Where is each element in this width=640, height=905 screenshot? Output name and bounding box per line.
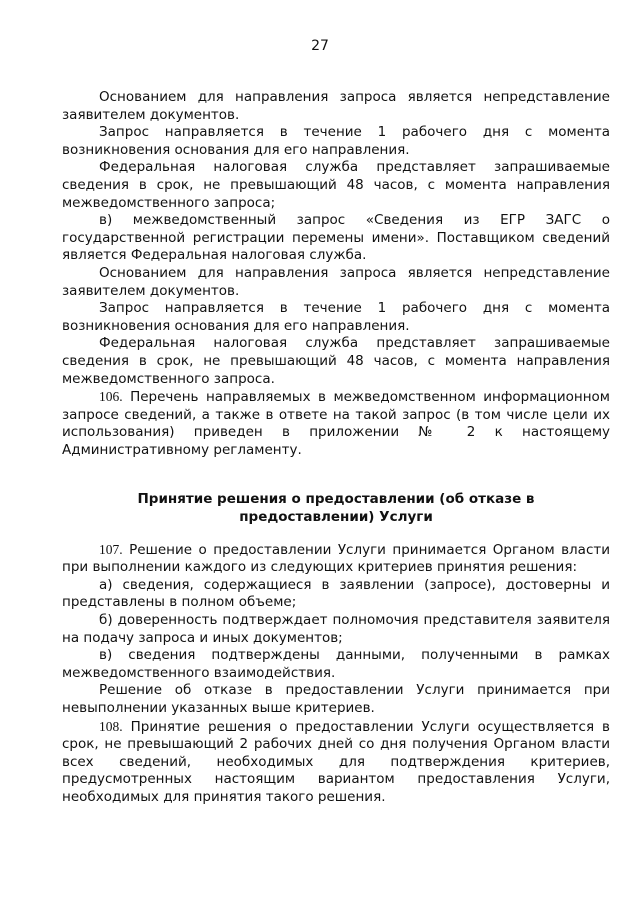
paragraph: а) сведения, содержащиеся в заявлении (запросе), достоверны и представлены в полном объеме; [62, 576, 610, 611]
numbered-paragraph: 108. Принятие решения о предоставлении Услуги осуществляется в срок, не превышающий 2 рабочих дней со дня получения Органом власти всех сведений, необходимых для подтверждения критериев, предусмотренных настоящим вариантом предоставления Услуги, необходимых для принятия такого решения. [62, 718, 610, 805]
page-number: 27 [311, 38, 329, 54]
paragraph-number: 108. [99, 718, 123, 734]
paragraph: Федеральная налоговая служба представляет запрашиваемые сведения в срок, не превышающий 48 часов, с момента направления межведомственного запроса; [62, 159, 610, 211]
section-interagency-requests [62, 89, 610, 459]
section-heading: Принятие решения о предоставлении (об отказе в предоставлении) Услуги [137, 491, 535, 526]
paragraph: Запрос направляется в течение 1 рабочего дня с момента возникновения основания для его направления. [62, 300, 610, 334]
paragraph: Основанием для направления запроса является непредставление заявителем документов. [62, 89, 610, 123]
paragraph-number: 107. [99, 541, 123, 557]
numbered-paragraph: 106. Перечень направляемых в межведомственном информационном запросе сведений, а также в ответе на такой запрос (в том числе цели их использования) приведен в приложении № 2 к настоящему Административному регламенту. [62, 389, 610, 458]
numbered-paragraph: 107. Решение о предоставлении Услуги принимается Органом власти при выполнении каждого из следующих критериев принятия решения: [62, 541, 610, 576]
paragraph: Федеральная налоговая служба представляет запрашиваемые сведения в срок, не превышающий 48 часов, с момента направления межведомственного запроса. [62, 335, 610, 387]
section-decision [62, 541, 610, 807]
paragraph: б) доверенность подтверждает полномочия представителя заявителя на подачу запроса и иных документов; [62, 612, 610, 646]
paragraph: в) межведомственный запрос «Сведения из ЕГР ЗАГС о государственной регистрации перемены имени». Поставщиком сведений является Федеральная налоговая служба. [62, 212, 610, 264]
paragraph: Решение об отказе в предоставлении Услуги принимается при невыполнении указанных выше критериев. [62, 682, 610, 716]
paragraph: в) сведения подтверждены данными, полученными в рамках межведомственного взаимодействия. [62, 647, 610, 681]
paragraph-number: 106. [99, 389, 123, 405]
paragraph: Основанием для направления запроса является непредставление заявителем документов. [62, 264, 610, 299]
paragraph: Запрос направляется в течение 1 рабочего дня с момента возникновения основания для его направления. [62, 124, 610, 158]
document-body [62, 89, 610, 807]
